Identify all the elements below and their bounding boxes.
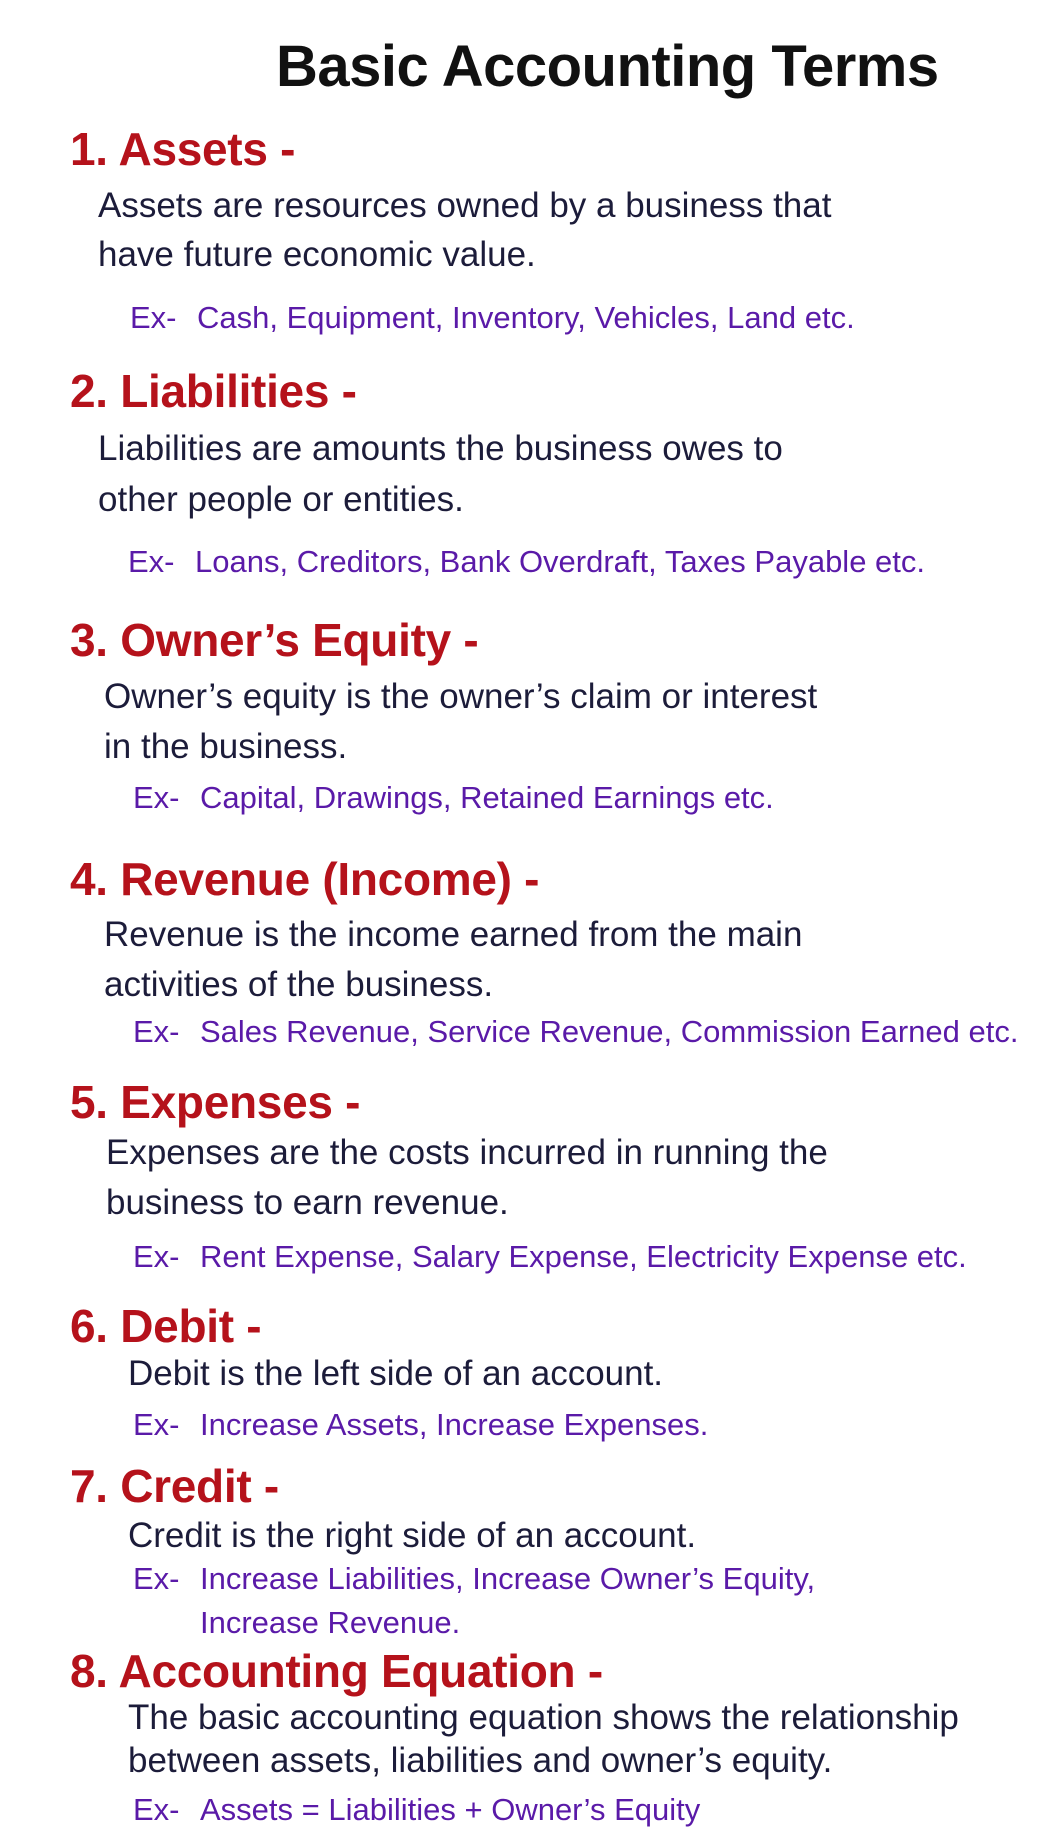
example-prefix: Ex- xyxy=(133,780,180,815)
term-description-line: between assets, liabilities and owner’s equity. xyxy=(128,1741,833,1780)
term-example-line: Cash, Equipment, Inventory, Vehicles, Land etc. xyxy=(197,300,855,335)
term-example-line: Increase Liabilities, Increase Owner’s Equity, xyxy=(200,1561,816,1596)
term-heading: 5. Expenses - xyxy=(70,1076,361,1128)
term-heading: 8. Accounting Equation - xyxy=(70,1645,603,1697)
term-description-line: Debit is the left side of an account. xyxy=(128,1354,664,1393)
term-description-line: in the business. xyxy=(104,727,348,766)
term-example-line: Rent Expense, Salary Expense, Electricity Expense etc. xyxy=(200,1239,967,1274)
term-description-line: The basic accounting equation shows the relationship xyxy=(128,1698,959,1737)
term-example-line: Increase Assets, Increase Expenses. xyxy=(200,1407,709,1442)
term-example-line: Assets = Liabilities + Owner’s Equity xyxy=(200,1792,701,1827)
term-heading: 6. Debit - xyxy=(70,1300,262,1352)
term-example-line: Increase Revenue. xyxy=(200,1605,461,1640)
term-description-line: have future economic value. xyxy=(98,235,536,274)
term-heading: 2. Liabilities - xyxy=(70,365,357,417)
term-description-line: Liabilities are amounts the business owes to xyxy=(98,429,783,468)
term-description-line: activities of the business. xyxy=(104,965,494,1004)
term-description-line: Assets are resources owned by a business that xyxy=(98,186,832,225)
example-prefix: Ex- xyxy=(133,1792,180,1827)
term-description-line: Expenses are the costs incurred in running the xyxy=(106,1133,828,1172)
example-prefix: Ex- xyxy=(133,1239,180,1274)
term-example-line: Loans, Creditors, Bank Overdraft, Taxes Payable etc. xyxy=(195,544,926,579)
example-prefix: Ex- xyxy=(128,544,175,579)
term-heading: 3. Owner’s Equity - xyxy=(70,614,479,666)
example-prefix: Ex- xyxy=(133,1561,180,1596)
term-description-line: other people or entities. xyxy=(98,480,464,519)
example-prefix: Ex- xyxy=(130,300,177,335)
term-example-line: Sales Revenue, Service Revenue, Commission Earned etc. xyxy=(200,1014,1019,1049)
term-heading: 4. Revenue (Income) - xyxy=(70,853,540,905)
term-heading: 1. Assets - xyxy=(70,123,296,175)
page-title: Basic Accounting Terms xyxy=(276,34,939,99)
example-prefix: Ex- xyxy=(133,1014,180,1049)
term-description-line: Credit is the right side of an account. xyxy=(128,1516,697,1555)
term-example-line: Capital, Drawings, Retained Earnings etc. xyxy=(200,780,774,815)
example-prefix: Ex- xyxy=(133,1407,180,1442)
term-description-line: Owner’s equity is the owner’s claim or interest xyxy=(104,677,818,716)
term-description-line: business to earn revenue. xyxy=(106,1183,509,1222)
term-description-line: Revenue is the income earned from the main xyxy=(104,915,803,954)
term-heading: 7. Credit - xyxy=(70,1460,279,1512)
